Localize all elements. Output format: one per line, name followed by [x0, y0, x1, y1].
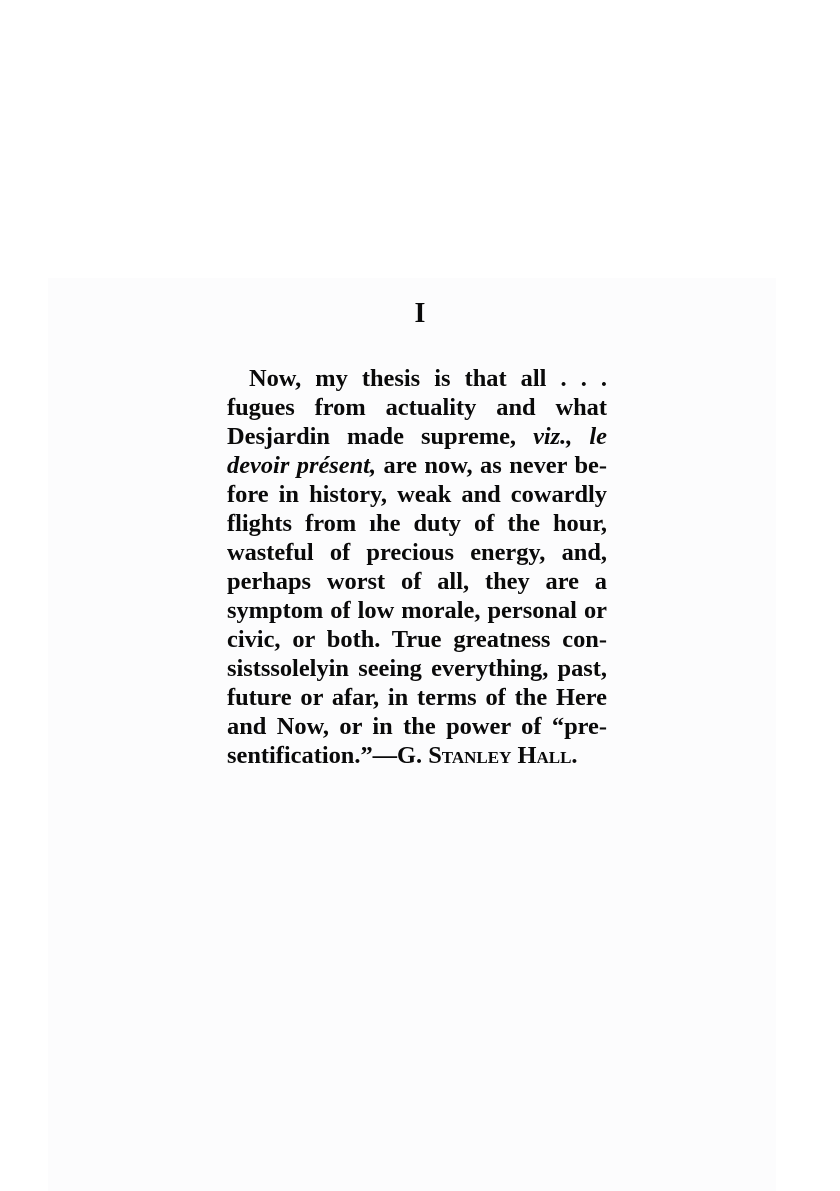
epigraph-attribution: Stanley Hall. — [428, 742, 578, 769]
epigraph-line: sistssolelyin seeing everything, past, — [227, 655, 607, 682]
epigraph-italic-text: devoir présent, — [227, 452, 377, 479]
epigraph-text: Desjardin made supreme, — [227, 423, 517, 450]
epigraph-line: Now, my thesis is that all . . . — [249, 365, 607, 392]
epigraph-text: are now, as never be- — [383, 452, 607, 479]
epigraph-line: flights from ıhe duty of the hour, — [227, 510, 607, 537]
epigraph-italic-text: viz., le — [533, 423, 607, 450]
epigraph-line: civic, or both. True greatness con- — [227, 626, 607, 653]
epigraph-quote — [227, 364, 607, 770]
epigraph-line: symptom of low morale, personal or — [227, 597, 607, 624]
epigraph-line: fugues from actuality and what — [227, 394, 607, 421]
epigraph-line: and Now, or in the power of “pre- — [227, 713, 607, 740]
epigraph-line: future or afar, in terms of the Here — [227, 684, 607, 711]
section-heading: I — [414, 298, 426, 329]
epigraph-text: sentification.”—G. — [227, 742, 423, 769]
epigraph-line: perhaps worst of all, they are a — [227, 568, 607, 595]
epigraph-line: wasteful of precious energy, and, — [227, 539, 607, 566]
epigraph-line: fore in history, weak and cowardly — [227, 481, 607, 508]
epigraph-line — [227, 451, 607, 480]
epigraph-line — [227, 741, 607, 770]
epigraph-line — [227, 422, 607, 451]
